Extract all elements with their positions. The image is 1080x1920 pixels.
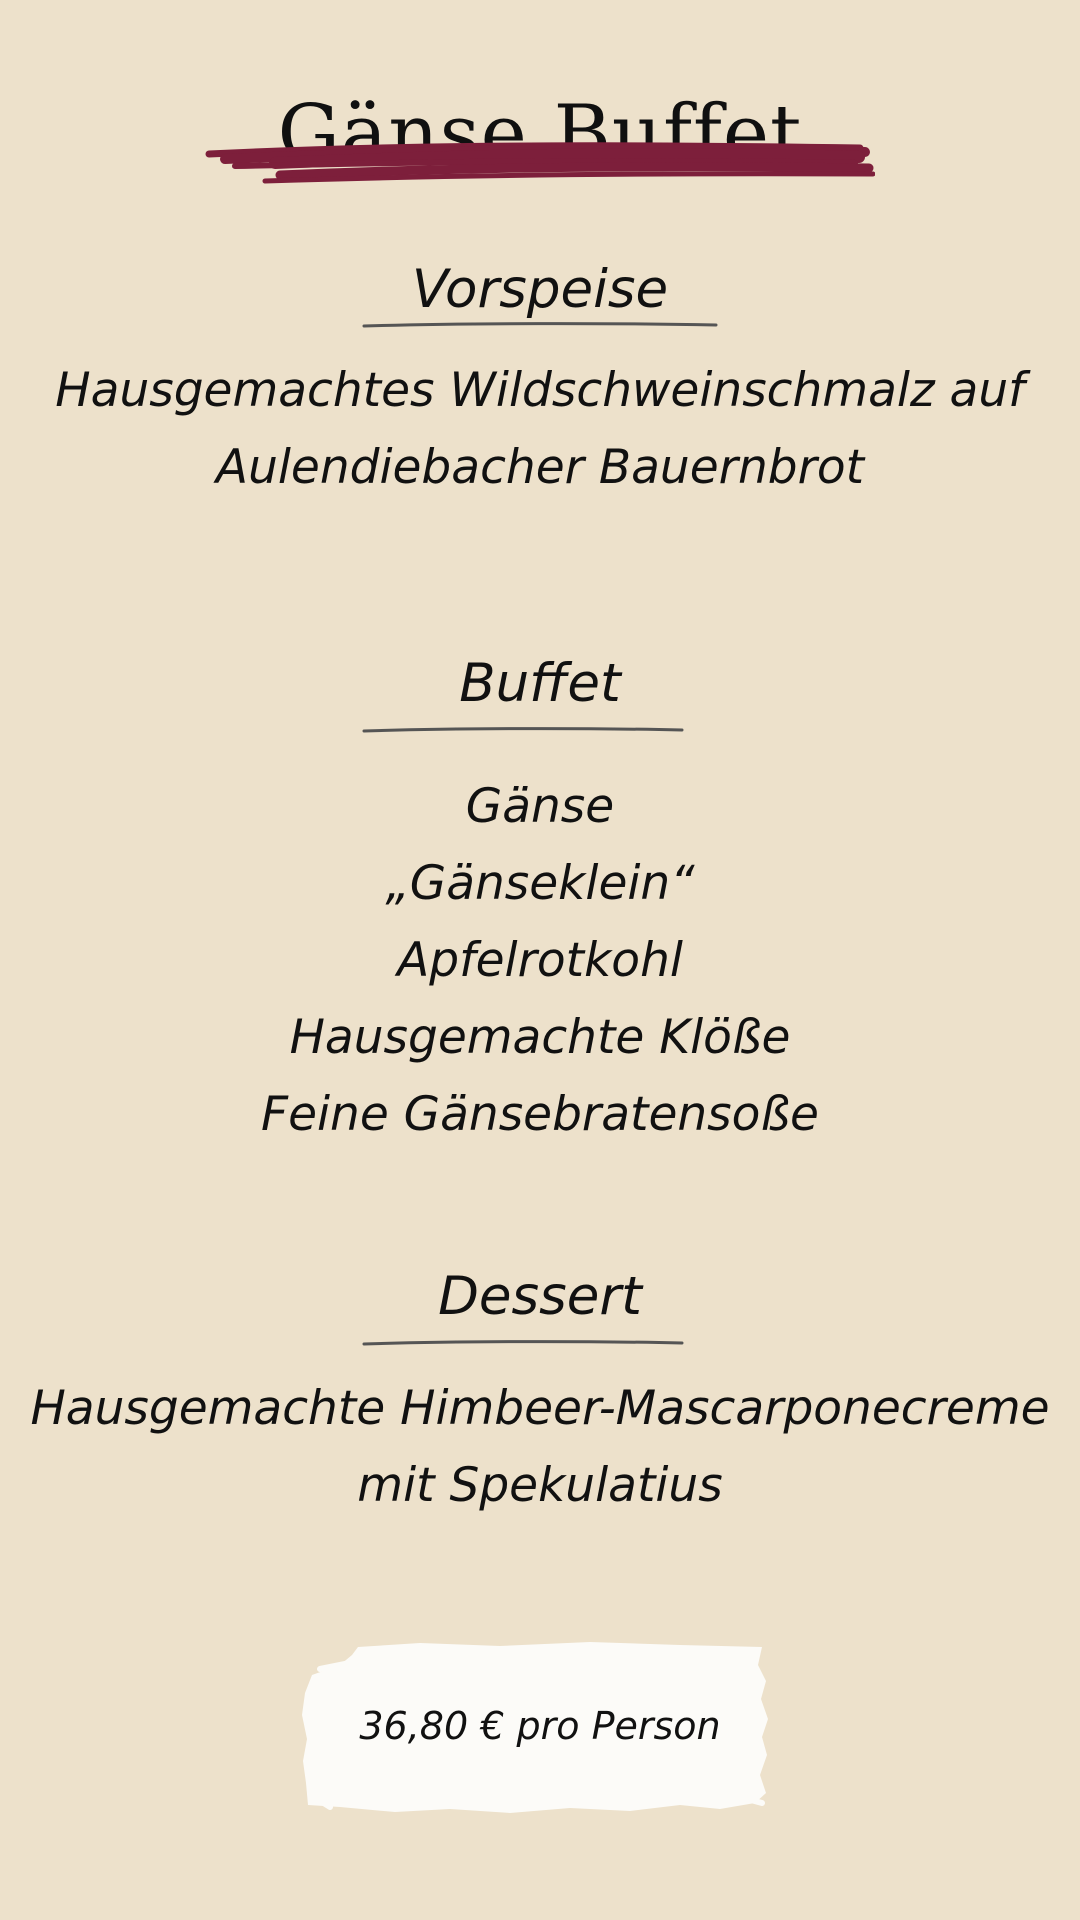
menu-item-buffet-4: Hausgemachte Klöße — [289, 1010, 791, 1065]
menu-item-dessert-line-1: Hausgemachte Himbeer-Mascarponecreme — [30, 1381, 1050, 1436]
menu-item-buffet-1: Gänse — [465, 779, 615, 834]
menu-item-vorspeise-line-2: Aulendiebacher Bauernbrot — [215, 440, 865, 495]
price-label: 36,80 € pro Person — [359, 1704, 721, 1748]
page-title: Gänse Buffet — [277, 89, 803, 180]
heading-rule-buffet — [362, 726, 684, 734]
menu-item-buffet-3: Apfelrotkohl — [397, 933, 683, 988]
menu-item-vorspeise-line-1: Hausgemachtes Wildschweinschmalz auf — [55, 363, 1025, 418]
section-heading-buffet: Buffet — [459, 653, 621, 714]
menu-item-buffet-2: „Gänseklein“ — [385, 856, 695, 911]
menu-item-buffet-5: Feine Gänsebratensoße — [261, 1087, 819, 1142]
section-heading-vorspeise: Vorspeise — [411, 259, 669, 320]
section-heading-dessert: Dessert — [438, 1266, 642, 1327]
heading-rule-dessert — [362, 1339, 684, 1347]
title-brush-underline — [205, 135, 875, 187]
menu-item-dessert-line-2: mit Spekulatius — [357, 1458, 723, 1513]
heading-rule-vorspeise — [362, 321, 718, 329]
